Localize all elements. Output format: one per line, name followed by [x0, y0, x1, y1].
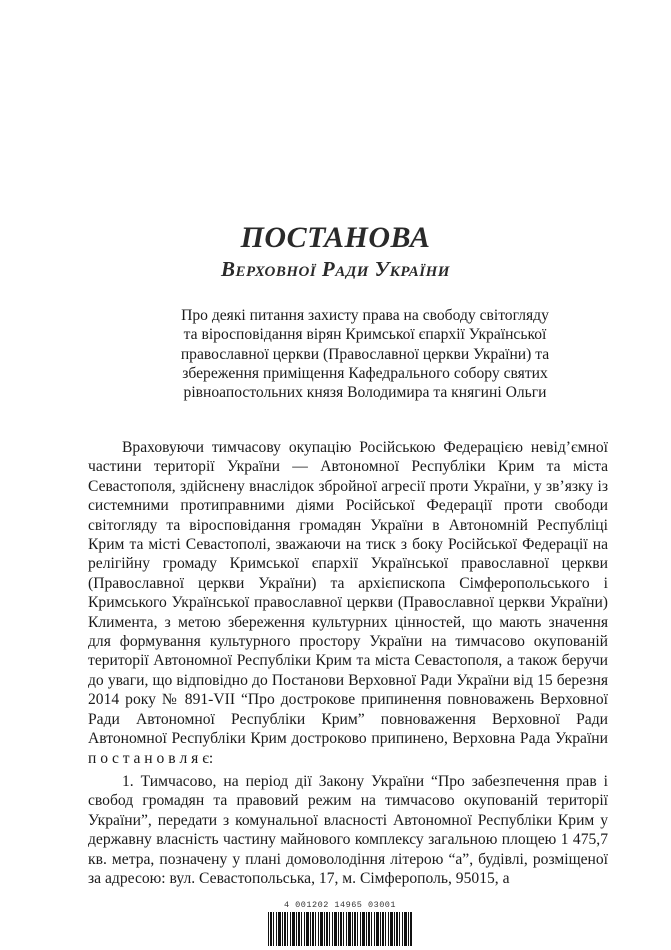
document-title: ПОСТАНОВА: [240, 221, 431, 254]
document-subtitle: Верховної Ради України: [221, 257, 450, 281]
subject-line: збереження приміщення Кафедрального собору святих: [182, 364, 548, 382]
barcode-image: [268, 912, 412, 946]
preamble-paragraph: Враховуючи тимчасову окупацію Російською Федерацією невід’ємної частини території України — Автономної Республіки Крим та міста Севастополя, здійснену внаслідок збройної агресії проти України, у зв’язку із системними протиправними діями Російської Федерації проти свободи світогляду та віросповідання громадян України в Автономній Республіці Крим та місті Севастополі, зважаючи на тиск з боку Російської Федерації на релігійну громаду Кримської єпархії Української православної церкви (Православної церкви України) та архієпископа Сімферопольського і Кримського Української православної церкви (Православної церкви України) Климента, з метою збереження культурних цінностей, що мають значення для формування культурного простору України на тимчасово окупованій території Автономної Республіки Крим та міста Севастополя, а також беручи до уваги, що відповідно до Постанови Верховної Ради України від 15 березня 2014 року № 891-VII “Про дострокове припинення повноважень Верховної Ради Автономної Республіки Крим” повноваження Верховної Ради Автономної Республіки Крим достроково припинено, Верховна Рада України п о с т а н о в л я є:: [88, 439, 608, 767]
subject-line: та віросповідання вірян Кримської єпархії Української: [183, 326, 547, 344]
clause-paragraph: 1. Тимчасово, на період дії Закону України “Про забезпечення прав і свобод громадян та правовий режим на тимчасово окупованій території України”, передати з комунальної власності Автономної Республіки Крим у державну власність частину майнового комплексу загальною площею 1 475,7 кв. метра, позначену у плані домоволодіння літерою “а”, будівлі, розміщеної за адресою: вул. Севастопольська, 17, м. Сімферополь, 95015, а: [88, 772, 608, 887]
document-body: [88, 438, 608, 892]
subject-line: православної церкви (Православної церкви України) та: [180, 345, 550, 363]
subject-line: Про деякі питання захисту права на свободу світогляду: [181, 307, 549, 324]
resolution-subject: [150, 306, 580, 402]
subject-line: рівноапостольних князя Володимира та княгині Ольги: [183, 384, 547, 402]
barcode-number: 4 001202 14965 03001: [283, 900, 397, 910]
